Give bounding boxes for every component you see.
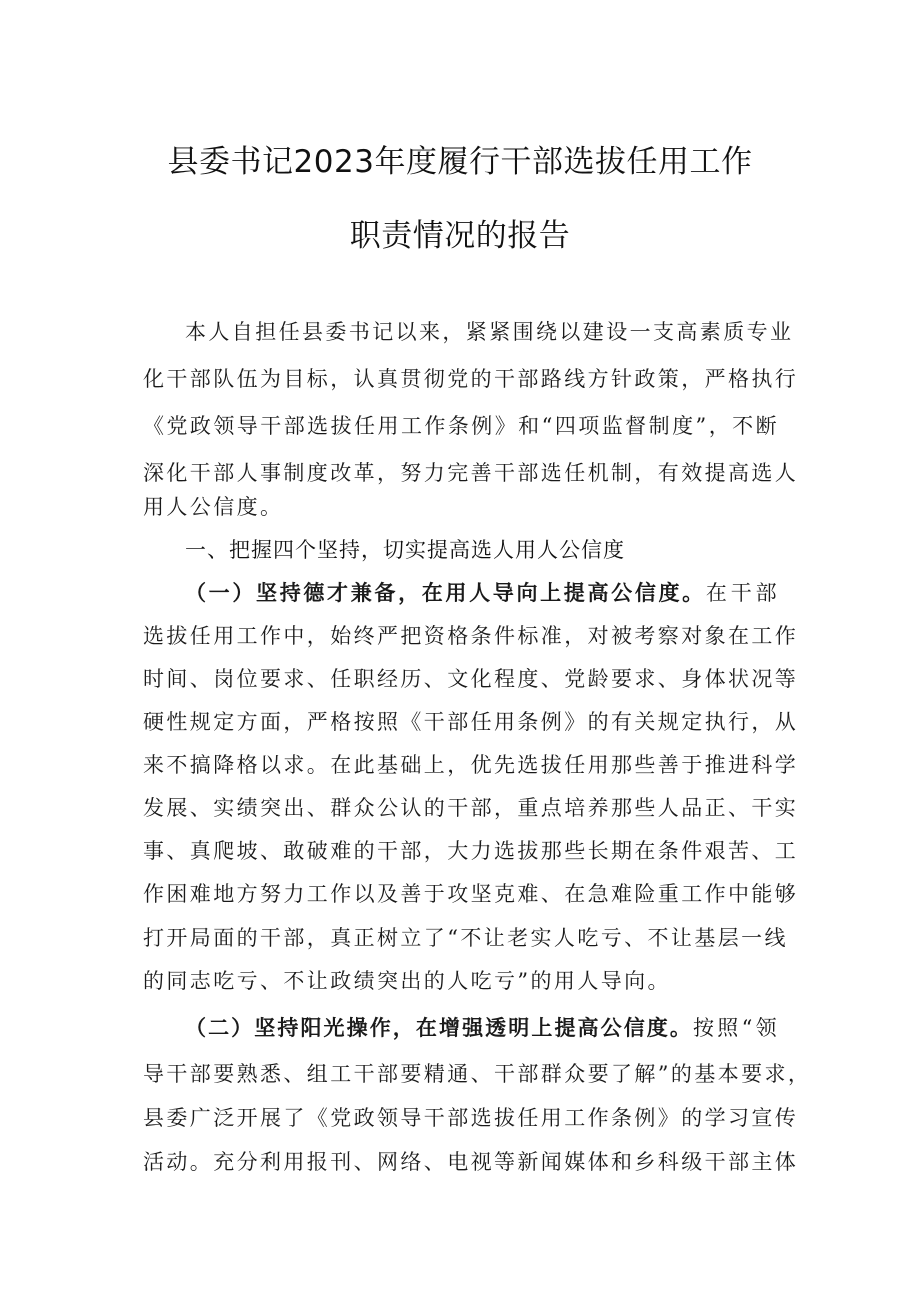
item1-line: 的同志吃亏、不让政绩突出的人吃亏”的用人导向。 <box>143 969 671 993</box>
intro-line: 深化干部人事制度改革，努力完善干部选任机制，有效提高选人 <box>143 461 799 485</box>
item1-lead: （一）坚持德才兼备，在用人导向上提高公信度。 <box>185 581 706 605</box>
section-heading: 一、把握四个坚持，切实提高选人用人公信度 <box>185 538 625 562</box>
item1-line: 来不搞降格以求。在此基础上，优先选拔任用那些善于推进科学 <box>143 753 799 777</box>
item1-line: 发展、实绩突出、群众公认的干部，重点培养那些人品正、干实 <box>143 796 799 820</box>
item2-line: 县委广泛开展了《党政领导干部选拔任用工作条例》的学习宣传 <box>143 1106 799 1130</box>
intro-line: 化干部队伍为目标，认真贯彻党的干部路线方针政策，严格执行 <box>143 367 799 391</box>
item1-line: 作困难地方努力工作以及善于攻坚克难、在急难险重工作中能够 <box>143 882 799 906</box>
item2-line: 活动。充分利用报刊、网络、电视等新闻媒体和乡科级干部主体 <box>143 1150 799 1174</box>
item1-line: 时间、岗位要求、任职经历、文化程度、党龄要求、身体状况等 <box>143 667 799 691</box>
item2-lead: （二）坚持阳光操作，在增强透明上提高公信度。 <box>185 1016 693 1040</box>
item1-lead-rest: 在干部 <box>705 581 779 605</box>
item1-line: 硬性规定方面，严格按照《干部任用条例》的有关规定执行，从 <box>143 710 799 734</box>
item1-first-line <box>185 580 779 606</box>
item1-line: 打开局面的干部，真正树立了“不让老实人吃亏、不让基层一线 <box>143 926 788 950</box>
item1-line: 选拔任用工作中，始终严把资格条件标准，对被考察对象在工作 <box>143 624 799 648</box>
intro-line: 本人自担任县委书记以来，紧紧围绕以建设一支高素质专业 <box>185 320 794 344</box>
item1-line: 事、真爬坡、敢破难的干部，大力选拔那些长期在条件艰苦、工 <box>143 839 799 863</box>
item2-line: 导干部要熟悉、组工干部要精通、干部群众要了解”的基本要求， <box>143 1062 812 1086</box>
document-title-line-2: 职责情况的报告 <box>349 218 571 254</box>
intro-line: 《党政领导干部选拔任用工作条例》和“四项监督制度”，不断 <box>143 414 779 438</box>
intro-line: 用人公信度。 <box>143 495 284 519</box>
document-title-line-1: 县委书记2023年度履行干部选拔任用工作 <box>167 144 753 180</box>
item2-first-line <box>185 1015 779 1041</box>
item2-lead-rest: 按照“领 <box>692 1016 779 1040</box>
